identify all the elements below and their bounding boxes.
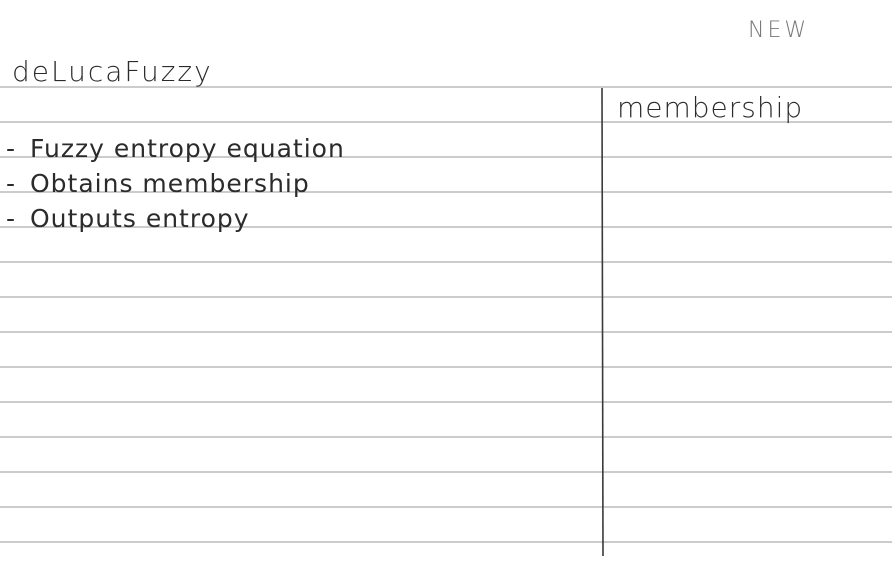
list-item [6, 131, 345, 166]
bullet-dash: - [6, 169, 17, 198]
list-item-text: Obtains membership [30, 169, 310, 198]
list-item-text: Fuzzy entropy equation [30, 134, 345, 163]
membership-heading: membership [617, 91, 804, 124]
responsibility-list [6, 131, 345, 236]
bullet-dash: - [6, 134, 17, 163]
list-item-text: Outputs entropy [30, 204, 250, 233]
card-title: deLucaFuzzy [12, 55, 213, 88]
new-tag: NEW [748, 18, 810, 43]
list-item [6, 201, 345, 236]
list-item [6, 166, 345, 201]
column-divider [602, 88, 603, 556]
bullet-dash: - [6, 204, 17, 233]
